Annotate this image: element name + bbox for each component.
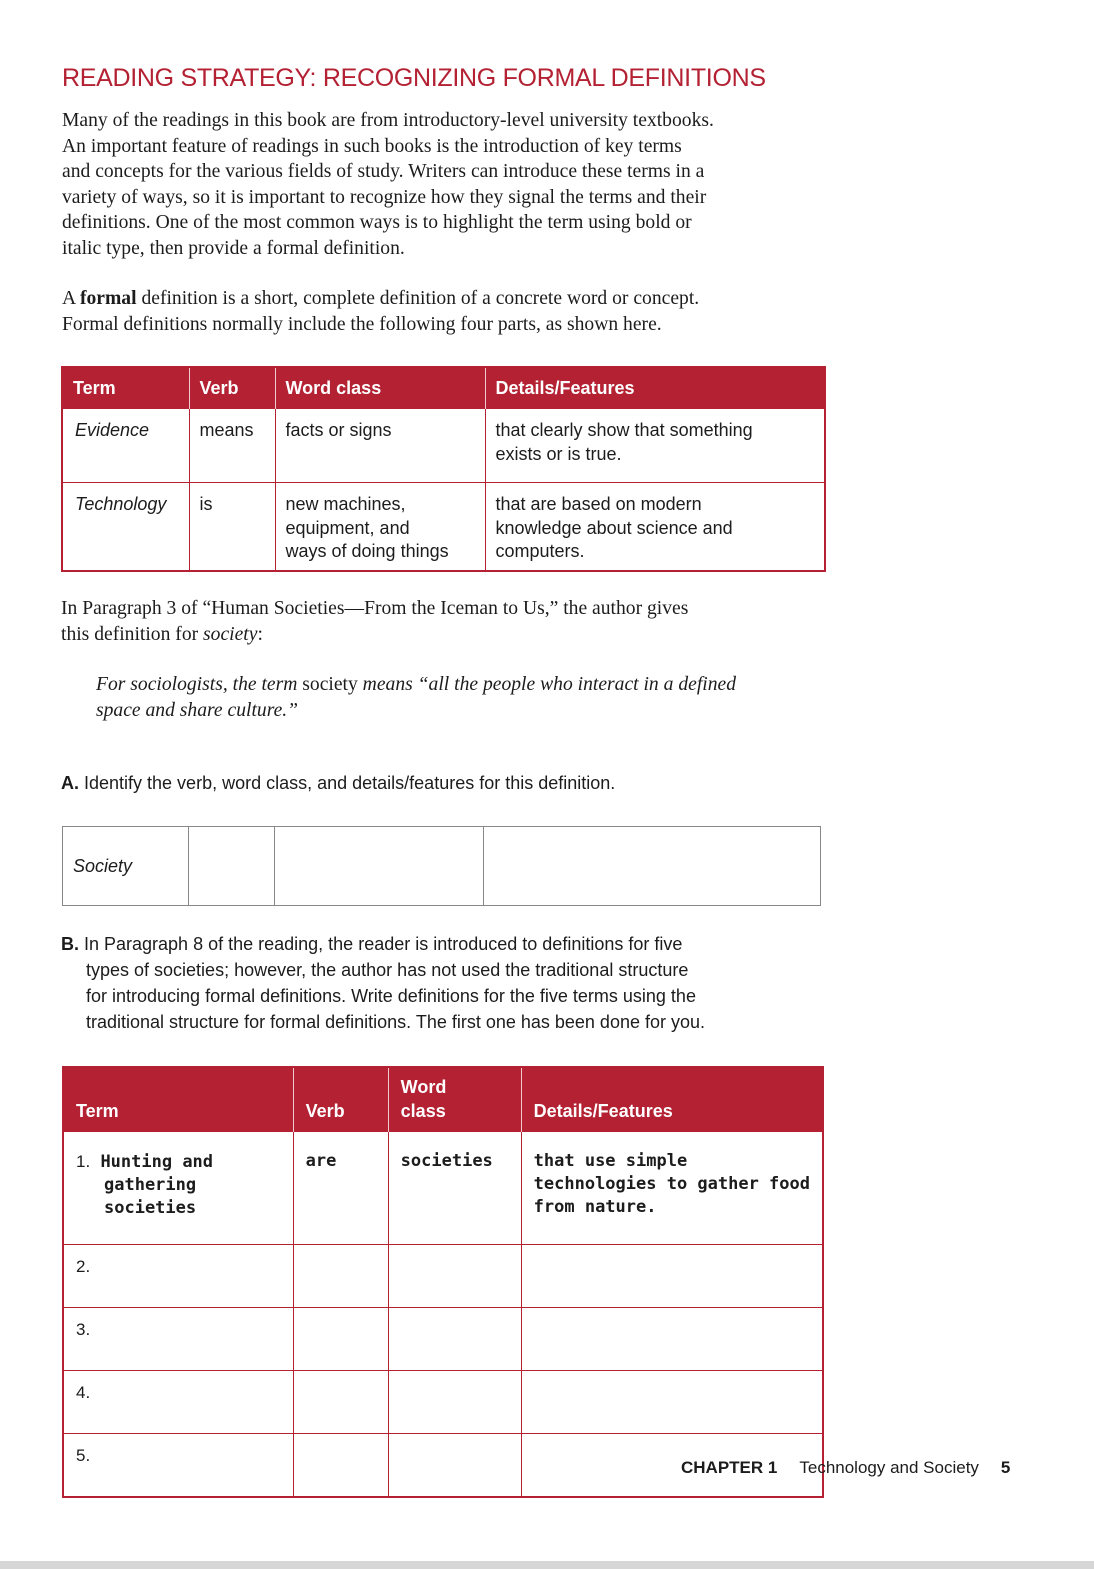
header-verb: Verb bbox=[293, 1067, 388, 1131]
formal-definition-paragraph bbox=[62, 286, 852, 337]
header-verb: Verb bbox=[189, 367, 275, 409]
cell-line: that clearly show that something bbox=[495, 420, 753, 440]
example-details bbox=[521, 1131, 823, 1244]
intro-line: Many of the readings in this book are from introductory-level university textbooks. bbox=[62, 110, 714, 131]
intro-line: italic type, then provide a formal definition. bbox=[62, 237, 405, 259]
cell-line: that are based on modern bbox=[495, 494, 702, 514]
header-line: Word bbox=[400, 1076, 447, 1097]
cell-term: Technology bbox=[62, 483, 189, 571]
table-header-row bbox=[63, 1067, 823, 1131]
cell-word-class bbox=[275, 409, 485, 483]
answer-cell-verb[interactable] bbox=[293, 1307, 388, 1370]
text-run: In Paragraph 8 of the reading, the reader is introduced to definitions for five bbox=[79, 934, 683, 954]
table-row bbox=[63, 1307, 823, 1370]
cell-verb: means bbox=[189, 409, 275, 483]
header-term: Term bbox=[63, 1067, 293, 1131]
cell-word-class bbox=[275, 483, 485, 571]
exercise-a-answer-table bbox=[62, 826, 821, 906]
quote-line-1 bbox=[96, 672, 836, 698]
header-details: Details/Features bbox=[485, 367, 825, 409]
answer-cell-details[interactable] bbox=[521, 1307, 823, 1370]
cell-line: knowledge about science and bbox=[495, 517, 733, 538]
page-footer bbox=[681, 1458, 1010, 1478]
table-row-example bbox=[63, 1131, 823, 1244]
page-number: 5 bbox=[1000, 1458, 1011, 1477]
formal-definition-example-table bbox=[61, 366, 826, 572]
instruction-line: types of societies; however, the author has not used the traditional structure bbox=[86, 960, 689, 980]
instruction-line: traditional structure for formal definitions. The first one has been done for you. bbox=[86, 1012, 706, 1032]
intro-line: variety of ways, so it is important to recognize how they signal the terms and their bbox=[62, 186, 707, 208]
details-line: technologies to gather food bbox=[533, 1173, 810, 1194]
cell-line: exists or is true. bbox=[495, 443, 622, 464]
answer-cell-verb[interactable] bbox=[293, 1370, 388, 1433]
bottom-edge bbox=[0, 1561, 1094, 1569]
cell-verb: is bbox=[189, 483, 275, 571]
intro-line: and concepts for the various fields of study. Writers can introduce these terms in a bbox=[62, 161, 705, 183]
example-verb: are bbox=[293, 1131, 388, 1244]
formal-line-1 bbox=[62, 286, 852, 312]
table-row bbox=[62, 409, 825, 483]
cell-term: Evidence bbox=[62, 409, 189, 483]
answer-cell-word-class[interactable] bbox=[388, 1433, 521, 1497]
quote-line-2: space and share culture.” bbox=[96, 699, 299, 721]
answer-cell-details[interactable] bbox=[521, 1370, 823, 1433]
table-row bbox=[63, 827, 821, 906]
answer-cell-verb[interactable] bbox=[293, 1244, 388, 1307]
example-term bbox=[63, 1131, 293, 1244]
text-run: this definition for bbox=[61, 623, 204, 645]
answer-cell-word-class[interactable] bbox=[388, 1370, 521, 1433]
answer-cell-word-class[interactable] bbox=[275, 827, 484, 906]
cell-term-society: Society bbox=[63, 827, 189, 906]
answer-cell-verb[interactable] bbox=[189, 827, 275, 906]
paragraph-3-intro bbox=[61, 596, 851, 647]
instruction-line bbox=[61, 931, 821, 957]
exercise-a-text: Identify the verb, word class, and details/features for this definition. bbox=[79, 773, 616, 793]
cell-line: computers. bbox=[495, 541, 585, 561]
italic-term: society bbox=[203, 623, 258, 645]
para3-line-1: In Paragraph 3 of “Human Societies—From the Iceman to Us,” the author gives bbox=[61, 598, 689, 619]
cell-line: new machines, bbox=[285, 494, 406, 514]
exercise-b-instruction bbox=[61, 931, 821, 1035]
cell-line: ways of doing things bbox=[285, 541, 449, 561]
society-definition-quote bbox=[96, 672, 836, 723]
cell-line: facts or signs bbox=[285, 420, 392, 440]
formal-line-2: Formal definitions normally include the following four parts, as shown here. bbox=[62, 313, 662, 335]
table-header-row bbox=[62, 367, 825, 409]
para3-line-2 bbox=[61, 622, 851, 648]
quote-term: society bbox=[302, 674, 358, 695]
row-number[interactable]: 4. bbox=[63, 1370, 293, 1433]
header-line: class bbox=[400, 1100, 446, 1121]
answer-cell-verb[interactable] bbox=[293, 1433, 388, 1497]
exercise-b-definitions-table bbox=[62, 1066, 824, 1498]
cell-details bbox=[485, 483, 825, 571]
intro-paragraph bbox=[62, 108, 852, 262]
example-term-line-2: gathering societies bbox=[104, 1174, 197, 1218]
cell-line: equipment, and bbox=[285, 517, 410, 538]
row-number[interactable]: 2. bbox=[63, 1244, 293, 1307]
header-term: Term bbox=[62, 367, 189, 409]
row-number[interactable]: 3. bbox=[63, 1307, 293, 1370]
header-word-class: Word class bbox=[275, 367, 485, 409]
chapter-title: Technology and Society bbox=[799, 1458, 979, 1477]
intro-line: An important feature of readings in such books is the introduction of key terms bbox=[62, 135, 682, 157]
details-line: that use simple bbox=[533, 1150, 688, 1171]
cell-details bbox=[485, 409, 825, 483]
chapter-label: CHAPTER 1 bbox=[681, 1458, 778, 1477]
text-run: A bbox=[62, 288, 80, 309]
table-row bbox=[62, 483, 825, 571]
row-number: 1. bbox=[76, 1151, 91, 1171]
exercise-a-instruction bbox=[61, 770, 615, 796]
example-term-line-1 bbox=[76, 1150, 281, 1174]
table-row bbox=[63, 1244, 823, 1307]
instruction-line: for introducing formal definitions. Write definitions for the five terms using the bbox=[86, 986, 696, 1006]
text-run: definition is a short, complete definition of a concrete word or concept. bbox=[136, 288, 700, 309]
header-word-class bbox=[388, 1067, 521, 1131]
text-run: means “all the people who interact in a defined bbox=[357, 674, 736, 695]
text-run: Hunting and bbox=[100, 1151, 214, 1172]
answer-cell-details[interactable] bbox=[484, 827, 821, 906]
answer-cell-details[interactable] bbox=[521, 1244, 823, 1307]
header-details: Details/Features bbox=[521, 1067, 823, 1131]
text-run: : bbox=[257, 623, 263, 645]
formal-bold-word: formal bbox=[79, 288, 137, 309]
example-word-class: societies bbox=[388, 1131, 521, 1244]
section-heading: READING STRATEGY: RECOGNIZING FORMAL DEFINITIONS bbox=[62, 64, 766, 92]
exercise-a-label: A. bbox=[61, 773, 79, 793]
answer-cell-word-class[interactable] bbox=[388, 1307, 521, 1370]
row-number[interactable]: 5. bbox=[63, 1433, 293, 1497]
details-line: from nature. bbox=[533, 1196, 657, 1217]
table-row bbox=[63, 1370, 823, 1433]
intro-line: definitions. One of the most common ways is to highlight the term using bold or bbox=[62, 212, 692, 234]
exercise-b-label: B. bbox=[61, 934, 79, 954]
answer-cell-word-class[interactable] bbox=[388, 1244, 521, 1307]
text-run: For sociologists, the term bbox=[96, 674, 303, 695]
